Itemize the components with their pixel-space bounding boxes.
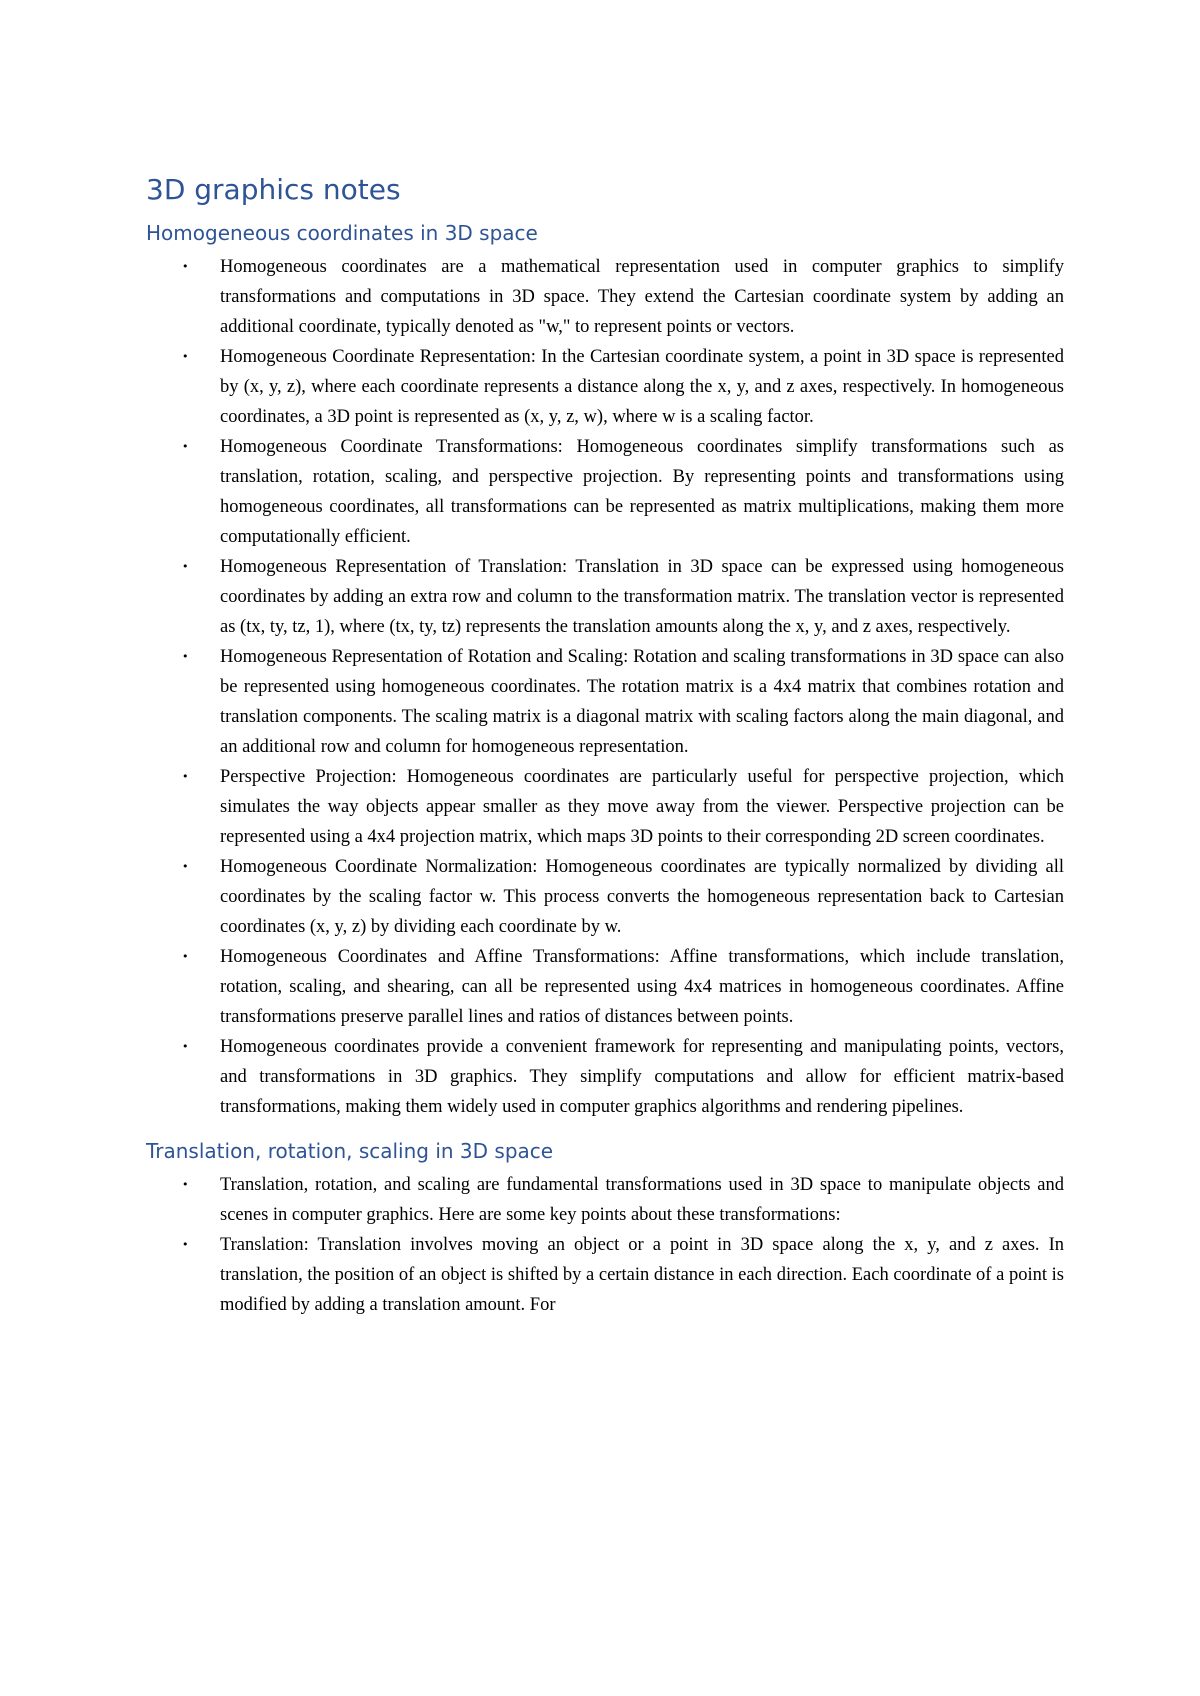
- bullet-icon: •: [182, 860, 189, 873]
- document-title: 3D graphics notes: [146, 173, 401, 206]
- list-item-text: Translation, rotation, and scaling are fundamental transformations used in 3D space to manipulate objects and scenes in computer graphics. Here are some key points about these transformations:: [220, 1175, 1064, 1225]
- bullet-icon: •: [182, 770, 189, 783]
- list-item-text: Homogeneous coordinates are a mathematical representation used in computer graphics to simplify transformations and computations in 3D space. They extend the Cartesian coordinate system by adding an additional coordinate, typically denoted as "w," to represent points or vectors.: [220, 257, 1064, 337]
- list-item: [146, 252, 1064, 342]
- bullet-list-homogeneous: [146, 252, 1064, 1122]
- list-item-text: Homogeneous coordinates provide a convenient framework for representing and manipulating points, vectors, and transformations in 3D graphics. They simplify computations and allow for efficient matrix-based transformations, making them widely used in computer graphics algorithms and rendering pipelines.: [220, 1037, 1064, 1117]
- bullet-icon: •: [182, 350, 189, 363]
- list-item: [146, 1032, 1064, 1122]
- bullet-icon: •: [182, 440, 189, 453]
- list-item-text: Homogeneous Representation of Rotation and Scaling: Rotation and scaling transformations in 3D space can also be represented using homogeneous coordinates. The rotation matrix is a 4x4 matrix that combines rotation and translation components. The scaling matrix is a diagonal matrix with scaling factors along the main diagonal, and an additional row and column for homogeneous representation.: [220, 647, 1064, 757]
- list-item-text: Perspective Projection: Homogeneous coordinates are particularly useful for perspective projection, which simulates the way objects appear smaller as they move away from the viewer. Perspective projection can be represented using a 4x4 projection matrix, which maps 3D points to their corresponding 2D screen coordinates.: [220, 767, 1064, 847]
- list-item: [146, 552, 1064, 642]
- list-item-text: Homogeneous Coordinate Normalization: Homogeneous coordinates are typically normalized by dividing all coordinates by the scaling factor w. This process converts the homogeneous representation back to Cartesian coordinates (x, y, z) by dividing each coordinate by w.: [220, 857, 1064, 937]
- list-item: [146, 852, 1064, 942]
- document-body: [146, 170, 1064, 1320]
- section-heading-homogeneous: Homogeneous coordinates in 3D space: [146, 221, 538, 245]
- list-item-text: Homogeneous Representation of Translation: Translation in 3D space can be expressed using homogeneous coordinates by adding an extra row and column to the transformation matrix. The translation vector is represented as (tx, ty, tz, 1), where (tx, ty, tz) represents the translation amounts along the x, y, and z axes, respectively.: [220, 557, 1064, 637]
- bullet-icon: •: [182, 650, 189, 663]
- bullet-icon: •: [182, 1040, 189, 1053]
- list-item-text: Homogeneous Coordinate Representation: In the Cartesian coordinate system, a point in 3D space is represented by (x, y, z), where each coordinate represents a distance along the x, y, and z axes, respectively. In homogeneous coordinates, a 3D point is represented as (x, y, z, w), where w is a scaling factor.: [220, 347, 1064, 427]
- bullet-list-transformations: [146, 1170, 1064, 1320]
- list-item: [146, 432, 1064, 552]
- bullet-icon: •: [182, 560, 189, 573]
- list-item: [146, 942, 1064, 1032]
- list-item-text: Homogeneous Coordinate Transformations: Homogeneous coordinates simplify transformations such as translation, rotation, scaling, and perspective projection. By representing points and transformations using homogeneous coordinates, all transformations can be represented as matrix multiplications, making them more computationally efficient.: [220, 437, 1064, 547]
- bullet-icon: •: [182, 260, 189, 273]
- bullet-icon: •: [182, 950, 189, 963]
- bullet-icon: •: [182, 1238, 189, 1251]
- bullet-icon: •: [182, 1178, 189, 1191]
- list-item: [146, 342, 1064, 432]
- list-item: [146, 1230, 1064, 1320]
- section-heading-transformations: Translation, rotation, scaling in 3D space: [146, 1139, 554, 1163]
- list-item: [146, 1170, 1064, 1230]
- list-item-text: Translation: Translation involves moving an object or a point in 3D space along the x, y, and z axes. In translation, the position of an object is shifted by a certain distance in each direction. Each coordinate of a point is modified by adding a translation amount. For: [220, 1235, 1064, 1315]
- list-item: [146, 642, 1064, 762]
- list-item-text: Homogeneous Coordinates and Affine Transformations: Affine transformations, which include translation, rotation, scaling, and shearing, can all be represented using 4x4 matrices in homogeneous coordinates. Affine transformations preserve parallel lines and ratios of distances between points.: [220, 947, 1064, 1027]
- list-item: [146, 762, 1064, 852]
